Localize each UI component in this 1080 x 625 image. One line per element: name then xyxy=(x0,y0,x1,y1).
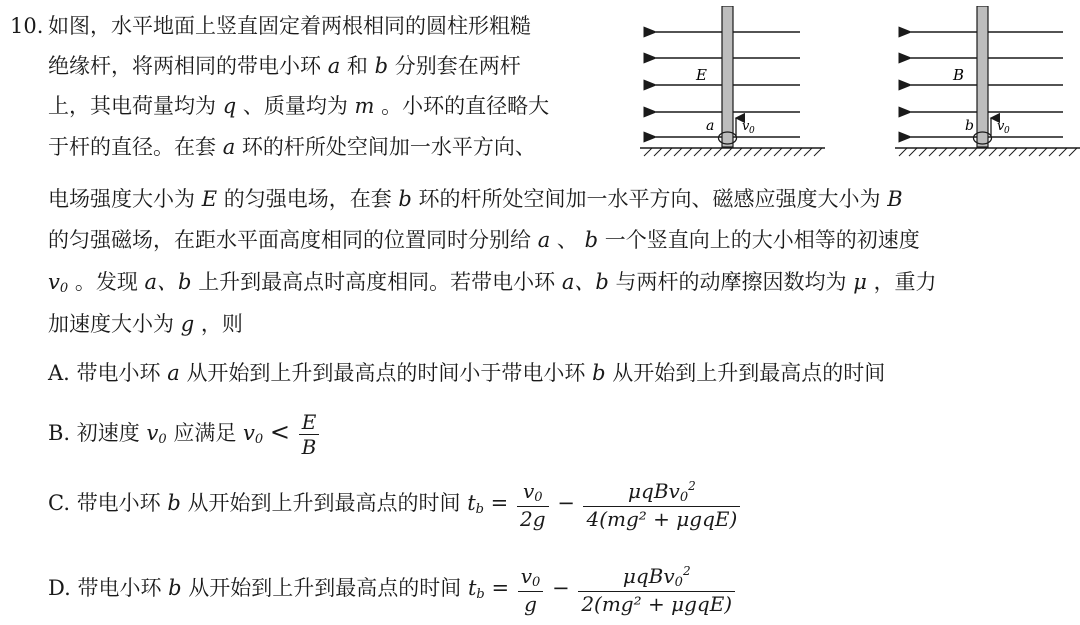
option-a[interactable] xyxy=(48,363,885,384)
field-label-e: E xyxy=(696,66,707,84)
magnetic-field-figure xyxy=(895,6,1080,158)
option-text: 从开始到上升到最高点的时间小于带电小环 xyxy=(186,361,586,385)
stem-text: 如图，水平地面上竖直固定着两根相同的圆柱形粗糙 xyxy=(48,14,531,38)
symbol-v0: $v_0$ xyxy=(243,421,264,447)
symbol-b: b xyxy=(398,187,412,211)
fraction-v0-over-g xyxy=(518,563,544,616)
option-label: A. xyxy=(48,361,70,385)
symbol-m: m xyxy=(354,94,375,118)
symbol-mu: μ xyxy=(853,270,867,294)
symbol-tb: $t_b$ xyxy=(467,491,484,517)
velocity-subscript: 0 xyxy=(749,126,755,136)
fraction-mu-qbv0sq xyxy=(578,565,735,614)
stem-text: 环的杆所处空间加一水平方向、磁感应强度大小为 xyxy=(418,187,881,211)
fraction-denominator: 2(mg² + μgqE) xyxy=(581,592,733,616)
rod xyxy=(977,6,988,147)
option-label: C. xyxy=(48,491,70,515)
symbol-a: a xyxy=(222,135,236,159)
symbol-v0: $v_0$ xyxy=(48,270,69,296)
symbol-b: b xyxy=(168,576,182,600)
option-label: D. xyxy=(48,576,71,600)
symbol-q: q xyxy=(222,94,237,118)
symbol-ab: a、b xyxy=(144,270,192,294)
stem-text: 与两杆的动摩擦因数均为 xyxy=(615,270,847,294)
option-text: 从开始到上升到最高点的时间 xyxy=(188,576,462,600)
fraction-denominator: g xyxy=(524,591,537,616)
symbol-a: a xyxy=(537,228,551,252)
option-text: 带电小环 xyxy=(77,576,162,600)
symbol-b: b xyxy=(584,228,599,252)
stem-line-1 xyxy=(48,16,531,37)
stem-text: 一个竖直向上的大小相等的初速度 xyxy=(604,228,920,252)
stem-text: 电场强度大小为 xyxy=(48,187,195,211)
stem-text: 环的杆所处空间加一水平方向、 xyxy=(241,135,536,159)
symbol-a: a xyxy=(327,54,341,78)
rod xyxy=(722,6,733,147)
field-label-b: B xyxy=(953,66,965,84)
symbol-g: g xyxy=(180,312,195,336)
stem-line-3 xyxy=(48,96,549,117)
electric-field-figure xyxy=(640,6,825,158)
equals-sign: = xyxy=(491,576,510,600)
fraction-numerator: $v_0$ xyxy=(518,566,544,592)
velocity-label: v xyxy=(997,119,1005,134)
option-c[interactable] xyxy=(48,480,742,529)
symbol-E: E xyxy=(201,187,218,211)
option-text: 带电小环 xyxy=(76,361,161,385)
fraction-mu-qbv0sq xyxy=(583,480,740,529)
question-number: 10. xyxy=(10,14,44,38)
less-than-sign: < xyxy=(269,418,290,446)
fraction-e-over-b xyxy=(299,412,320,457)
fraction-v0-over-2g xyxy=(517,478,549,531)
symbol-v0: $v_0$ xyxy=(146,421,167,447)
stem-line-8 xyxy=(48,314,243,335)
fraction-denominator: 2g xyxy=(519,506,546,531)
stem-text: 、质量均为 xyxy=(242,94,348,118)
fraction-numerator: μqBv$_0^2$ xyxy=(578,565,735,592)
stem-text: 上，其电荷量均为 xyxy=(48,94,216,118)
stem-text: ，则 xyxy=(200,312,243,336)
option-text: 初速度 xyxy=(76,421,140,445)
stem-line-5 xyxy=(48,189,903,210)
stem-text: 和 xyxy=(346,54,368,78)
symbol-ab: a、b xyxy=(561,270,609,294)
stem-text: 。发现 xyxy=(74,270,138,294)
stem-text: 绝缘杆，将两相同的带电小环 xyxy=(48,54,321,78)
stem-text: ，重力 xyxy=(873,270,937,294)
stem-text: 上升到最高点时高度相同。若带电小环 xyxy=(198,270,556,294)
fraction-numerator: $v_0$ xyxy=(517,481,549,507)
stem-text: 、 xyxy=(556,228,578,252)
symbol-a: a xyxy=(167,361,180,385)
ground-hatch xyxy=(899,148,1077,156)
symbol-b: b xyxy=(167,491,181,515)
fraction-numerator: E xyxy=(299,412,320,435)
stem-line-2 xyxy=(48,56,521,77)
fraction-denominator: 4(mg² + μgqE) xyxy=(586,507,738,531)
ring-label-b: b xyxy=(965,118,974,134)
stem-text: 加速度大小为 xyxy=(48,312,174,336)
stem-text: 的匀强磁场，在距水平面高度相同的位置同时分别给 xyxy=(48,228,531,252)
option-text: 从开始到上升到最高点的时间 xyxy=(612,361,886,385)
symbol-b: b xyxy=(592,361,606,385)
ground-hatch xyxy=(644,148,822,156)
fraction-denominator: B xyxy=(301,435,317,459)
equals-sign: = xyxy=(490,491,509,515)
option-b[interactable] xyxy=(48,412,321,457)
symbol-B: B xyxy=(887,187,903,211)
stem-line-6 xyxy=(48,230,920,251)
option-d[interactable] xyxy=(48,565,737,614)
velocity-subscript: 0 xyxy=(1004,126,1010,136)
symbol-tb: $t_b$ xyxy=(467,576,485,602)
fraction-numerator: μqBv$_0^2$ xyxy=(583,480,740,507)
option-text: 应满足 xyxy=(173,421,237,445)
minus-sign: − xyxy=(552,576,570,600)
stem-line-4 xyxy=(48,137,536,158)
stem-text: 于杆的直径。在套 xyxy=(48,135,216,159)
velocity-label: v xyxy=(742,119,750,134)
stem-text: 的匀强电场，在套 xyxy=(223,187,392,211)
minus-sign: − xyxy=(557,491,575,515)
option-text: 从开始到上升到最高点的时间 xyxy=(187,491,461,515)
option-text: 带电小环 xyxy=(76,491,161,515)
symbol-b: b xyxy=(374,54,389,78)
option-label: B. xyxy=(48,421,71,445)
ring-label-a: a xyxy=(706,118,715,134)
stem-line-7 xyxy=(48,272,937,295)
stem-text: 分别套在两杆 xyxy=(394,54,521,78)
stem-text: 。小环的直径略大 xyxy=(381,94,550,118)
